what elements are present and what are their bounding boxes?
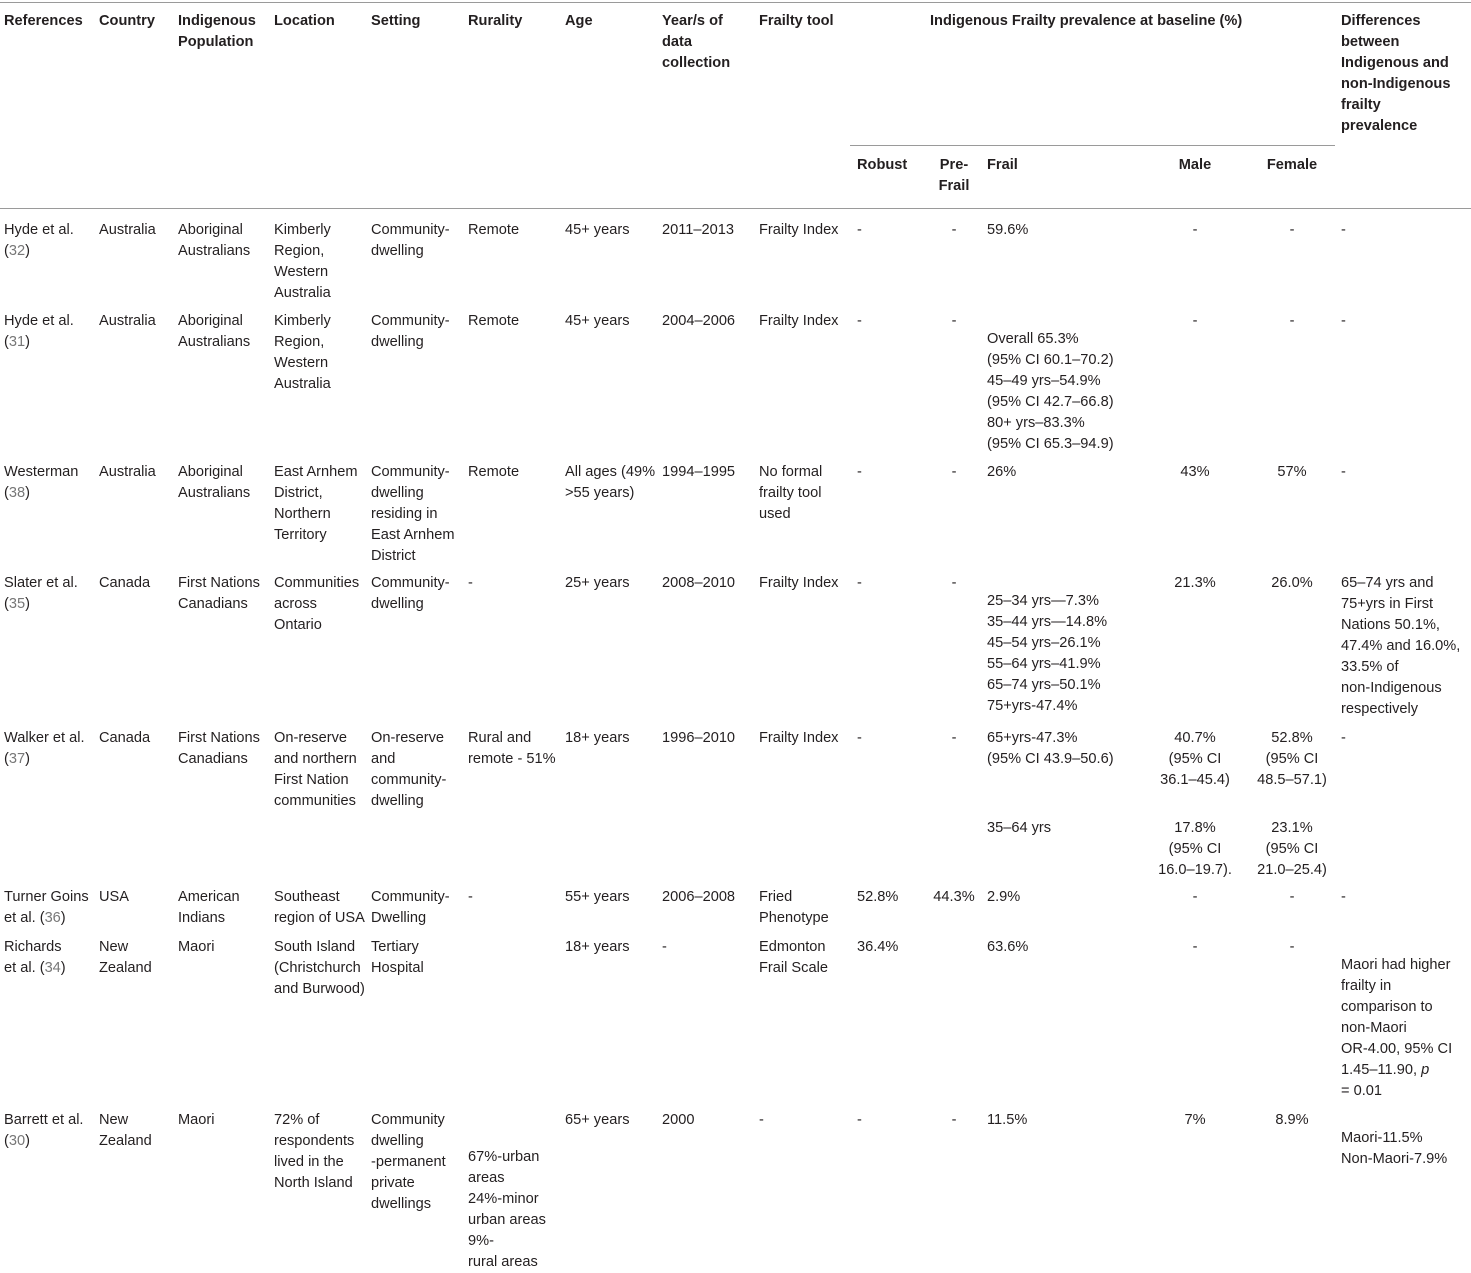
frail-cell: 26%	[987, 464, 1017, 480]
female-cell: 57%	[1277, 464, 1307, 480]
male-cell: 21.3%	[1174, 575, 1216, 591]
differences-cell: -	[1341, 889, 1346, 905]
country-cell: Australia	[99, 313, 156, 329]
male-cell: -	[1192, 313, 1198, 329]
prefrail-cell: -	[951, 464, 957, 480]
location-cell: Kimberly Region, Western Australia	[274, 222, 331, 301]
rurality-cell: Remote	[468, 464, 520, 480]
male-cell: -	[1192, 939, 1198, 955]
prevalence-group-rule	[850, 145, 1335, 146]
setting-cell: Tertiary Hospital	[371, 939, 424, 976]
rurality-cell: Remote	[468, 222, 520, 238]
population-cell: Aboriginal Australians	[178, 222, 251, 259]
robust-cell: 36.4%	[857, 939, 899, 955]
years-cell: 2011–2013	[662, 222, 734, 238]
female-cell: -	[1289, 889, 1295, 905]
frail-cell: 11.5%	[987, 1112, 1028, 1128]
age-cell: 25+ years	[565, 575, 630, 591]
female-cell: 52.8% (95% CI 48.5–57.1)	[1257, 730, 1327, 788]
population-cell: American Indians	[178, 889, 240, 926]
location-cell: Kimberly Region, Western Australia	[274, 313, 331, 392]
differences-cell: Maori-11.5% Non-Maori-7.9%	[1341, 1130, 1448, 1167]
differences-cell: 65–74 yrs and 75+yrs in First Nations 50.1%, 47.4% and 16.0%, 33.5% of non-Indigenous respectively	[1341, 575, 1461, 717]
reference-cell: Hyde et al. (31)	[4, 313, 74, 350]
country-cell: New Zealand	[99, 1112, 152, 1149]
frail-cell: 25–34 yrs—7.3% 35–44 yrs—14.8% 45–54 yrs–26.1% 55–64 yrs–41.9% 65–74 yrs–50.1% 75+yrs-47.4%	[987, 593, 1108, 714]
header-female: Female	[1266, 157, 1318, 173]
header-differences: Differences between Indigenous and non-Indigenous frailty prevalence	[1341, 13, 1451, 134]
years-cell: 1996–2010	[662, 730, 736, 746]
female-cell: 8.9%	[1275, 1112, 1309, 1128]
header-rurality: Rurality	[468, 13, 523, 29]
rurality-cell: Rural and remote - 51%	[468, 730, 556, 767]
setting-cell: Community- dwelling	[371, 575, 450, 612]
rurality-cell: 67%-urban areas 24%-minor urban areas 9%- rural areas	[468, 1149, 546, 1270]
reference-number[interactable]: 30	[8, 1133, 26, 1149]
rurality-cell: -	[468, 575, 473, 591]
population-cell: Maori	[178, 939, 215, 955]
location-cell: Communities across Ontario	[274, 575, 360, 633]
header-male: Male	[1178, 157, 1212, 173]
rurality-cell: Remote	[468, 313, 520, 329]
reference-cell: Walker et al. (37)	[4, 730, 85, 767]
differences-cell: -	[1341, 730, 1346, 746]
reference-number[interactable]: 37	[8, 751, 26, 767]
reference-number[interactable]: 36	[44, 910, 61, 926]
tool-cell: No formal frailty tool used	[759, 464, 823, 522]
prefrail-cell: -	[951, 730, 957, 746]
header-prefrail: Pre- Frail	[938, 157, 970, 194]
prefrail-cell: -	[951, 313, 957, 329]
header-setting: Setting	[371, 13, 421, 29]
male-cell: -	[1192, 222, 1198, 238]
setting-cell: Community- Dwelling	[371, 889, 450, 926]
country-cell: Australia	[99, 222, 156, 238]
male-cell: 43%	[1180, 464, 1210, 480]
age-cell: 18+ years	[565, 939, 630, 955]
years-cell: -	[662, 939, 667, 955]
reference-cell: Hyde et al. (32)	[4, 222, 74, 259]
female-cell: -	[1289, 939, 1295, 955]
header-location: Location	[274, 13, 335, 29]
setting-cell: Community dwelling -permanent private dwellings	[371, 1112, 446, 1212]
age-cell: 45+ years	[565, 222, 630, 238]
robust-cell: -	[857, 222, 862, 238]
header-population: Indigenous Population	[178, 13, 256, 50]
header-country: Country	[99, 13, 155, 29]
rurality-cell: -	[468, 889, 473, 905]
robust-cell: -	[857, 575, 862, 591]
reference-cell: Barrett et al. (30)	[4, 1112, 84, 1149]
male-cell: 7%	[1184, 1112, 1206, 1128]
population-cell: First Nations Canadians	[178, 730, 260, 767]
population-cell: First Nations Canadians	[178, 575, 260, 612]
table-top-rule	[0, 2, 1471, 3]
tool-cell: Frailty Index	[759, 313, 839, 329]
tool-cell: Frailty Index	[759, 575, 839, 591]
header-references: References	[4, 13, 83, 29]
years-cell: 2004–2006	[662, 313, 736, 329]
years-cell: 2000	[662, 1112, 695, 1128]
header-robust: Robust	[857, 157, 908, 173]
differences-cell: -	[1341, 464, 1346, 480]
years-cell: 1994–1995	[662, 464, 736, 480]
robust-cell: 52.8%	[857, 889, 899, 905]
female-cell: -	[1289, 222, 1295, 238]
tool-cell: Fried Phenotype	[759, 889, 829, 926]
age-cell: All ages (49% >55 years)	[565, 464, 656, 501]
age-cell: 55+ years	[565, 889, 630, 905]
reference-number[interactable]: 32	[8, 243, 26, 259]
years-cell: 2008–2010	[662, 575, 736, 591]
robust-cell: -	[857, 313, 862, 329]
location-cell: On-reserve and northern First Nation communities	[274, 730, 357, 809]
frail-cell: Overall 65.3% (95% CI 60.1–70.2) 45–49 yrs–54.9% (95% CI 42.7–66.8) 80+ yrs–83.3% (95% CI 65.3–94.9)	[987, 331, 1114, 452]
robust-cell: -	[857, 1112, 862, 1128]
country-cell: Canada	[99, 730, 151, 746]
male-cell: -	[1192, 889, 1198, 905]
tool-cell: Edmonton Frail Scale	[759, 939, 828, 976]
prefrail-cell: -	[951, 1112, 957, 1128]
female-cell: -	[1289, 313, 1295, 329]
location-cell: East Arnhem District, Northern Territory	[274, 464, 358, 543]
header-bottom-rule	[0, 208, 1471, 209]
differences-cell: -	[1341, 313, 1346, 329]
prefrail-cell: 44.3%	[933, 889, 975, 905]
reference-cell: Westerman (38)	[4, 464, 79, 501]
tool-cell: -	[759, 1112, 764, 1128]
reference-number[interactable]: 31	[8, 334, 26, 350]
robust-cell: -	[857, 730, 862, 746]
reference-number[interactable]: 38	[8, 485, 26, 501]
tool-cell: Frailty Index	[759, 222, 839, 238]
reference-number[interactable]: 35	[8, 596, 26, 612]
location-cell: Southeast region of USA	[274, 889, 365, 926]
header-tool: Frailty tool	[759, 13, 834, 29]
population-cell: Aboriginal Australians	[178, 313, 251, 350]
female-cell: 23.1% (95% CI 21.0–25.4)	[1257, 820, 1327, 878]
setting-cell: On-reserve and community- dwelling	[371, 730, 447, 809]
country-cell: Australia	[99, 464, 156, 480]
differences-cell: -	[1341, 222, 1346, 238]
reference-cell: Richards et al. (34)	[4, 939, 66, 976]
frail-cell: 2.9%	[987, 889, 1021, 905]
reference-cell: Slater et al. (35)	[4, 575, 78, 612]
female-cell: 26.0%	[1271, 575, 1313, 591]
male-cell: 17.8% (95% CI 16.0–19.7).	[1158, 820, 1232, 878]
setting-cell: Community- dwelling	[371, 222, 450, 259]
location-cell: South Island (Christchurch and Burwood)	[274, 939, 365, 997]
reference-cell: Turner Goins et al. (36)	[4, 889, 89, 926]
location-cell: 72% of respondents lived in the North Island	[274, 1112, 355, 1191]
header-age: Age	[565, 13, 593, 29]
robust-cell: -	[857, 464, 862, 480]
population-cell: Aboriginal Australians	[178, 464, 251, 501]
frail-cell: 63.6%	[987, 939, 1029, 955]
prefrail-cell: -	[951, 575, 957, 591]
country-cell: New Zealand	[99, 939, 152, 976]
setting-cell: Community- dwelling	[371, 313, 450, 350]
setting-cell: Community- dwelling residing in East Arnhem District	[371, 464, 455, 564]
age-cell: 45+ years	[565, 313, 630, 329]
header-frail: Frail	[987, 157, 1018, 173]
country-cell: USA	[99, 889, 130, 905]
header-prevalence-group: Indigenous Frailty prevalence at baseline (%)	[930, 13, 1243, 29]
tool-cell: Frailty Index	[759, 730, 839, 746]
years-cell: 2006–2008	[662, 889, 736, 905]
differences-cell: Maori had higher frailty in comparison to non-Maori OR-4.00, 95% CI 1.45–11.90, p = 0.01	[1341, 957, 1453, 1099]
country-cell: Canada	[99, 575, 151, 591]
population-cell: Maori	[178, 1112, 215, 1128]
frail-cell: 59.6%	[987, 222, 1029, 238]
prefrail-cell: -	[951, 222, 957, 238]
frail-cell: 35–64 yrs	[987, 820, 1052, 836]
age-cell: 18+ years	[565, 730, 630, 746]
header-years: Year/s of data collection	[662, 13, 731, 71]
frail-cell: 65+yrs-47.3% (95% CI 43.9–50.6)	[987, 730, 1114, 767]
male-cell: 40.7% (95% CI 36.1–45.4)	[1160, 730, 1230, 788]
reference-number[interactable]: 34	[44, 960, 61, 976]
age-cell: 65+ years	[565, 1112, 630, 1128]
